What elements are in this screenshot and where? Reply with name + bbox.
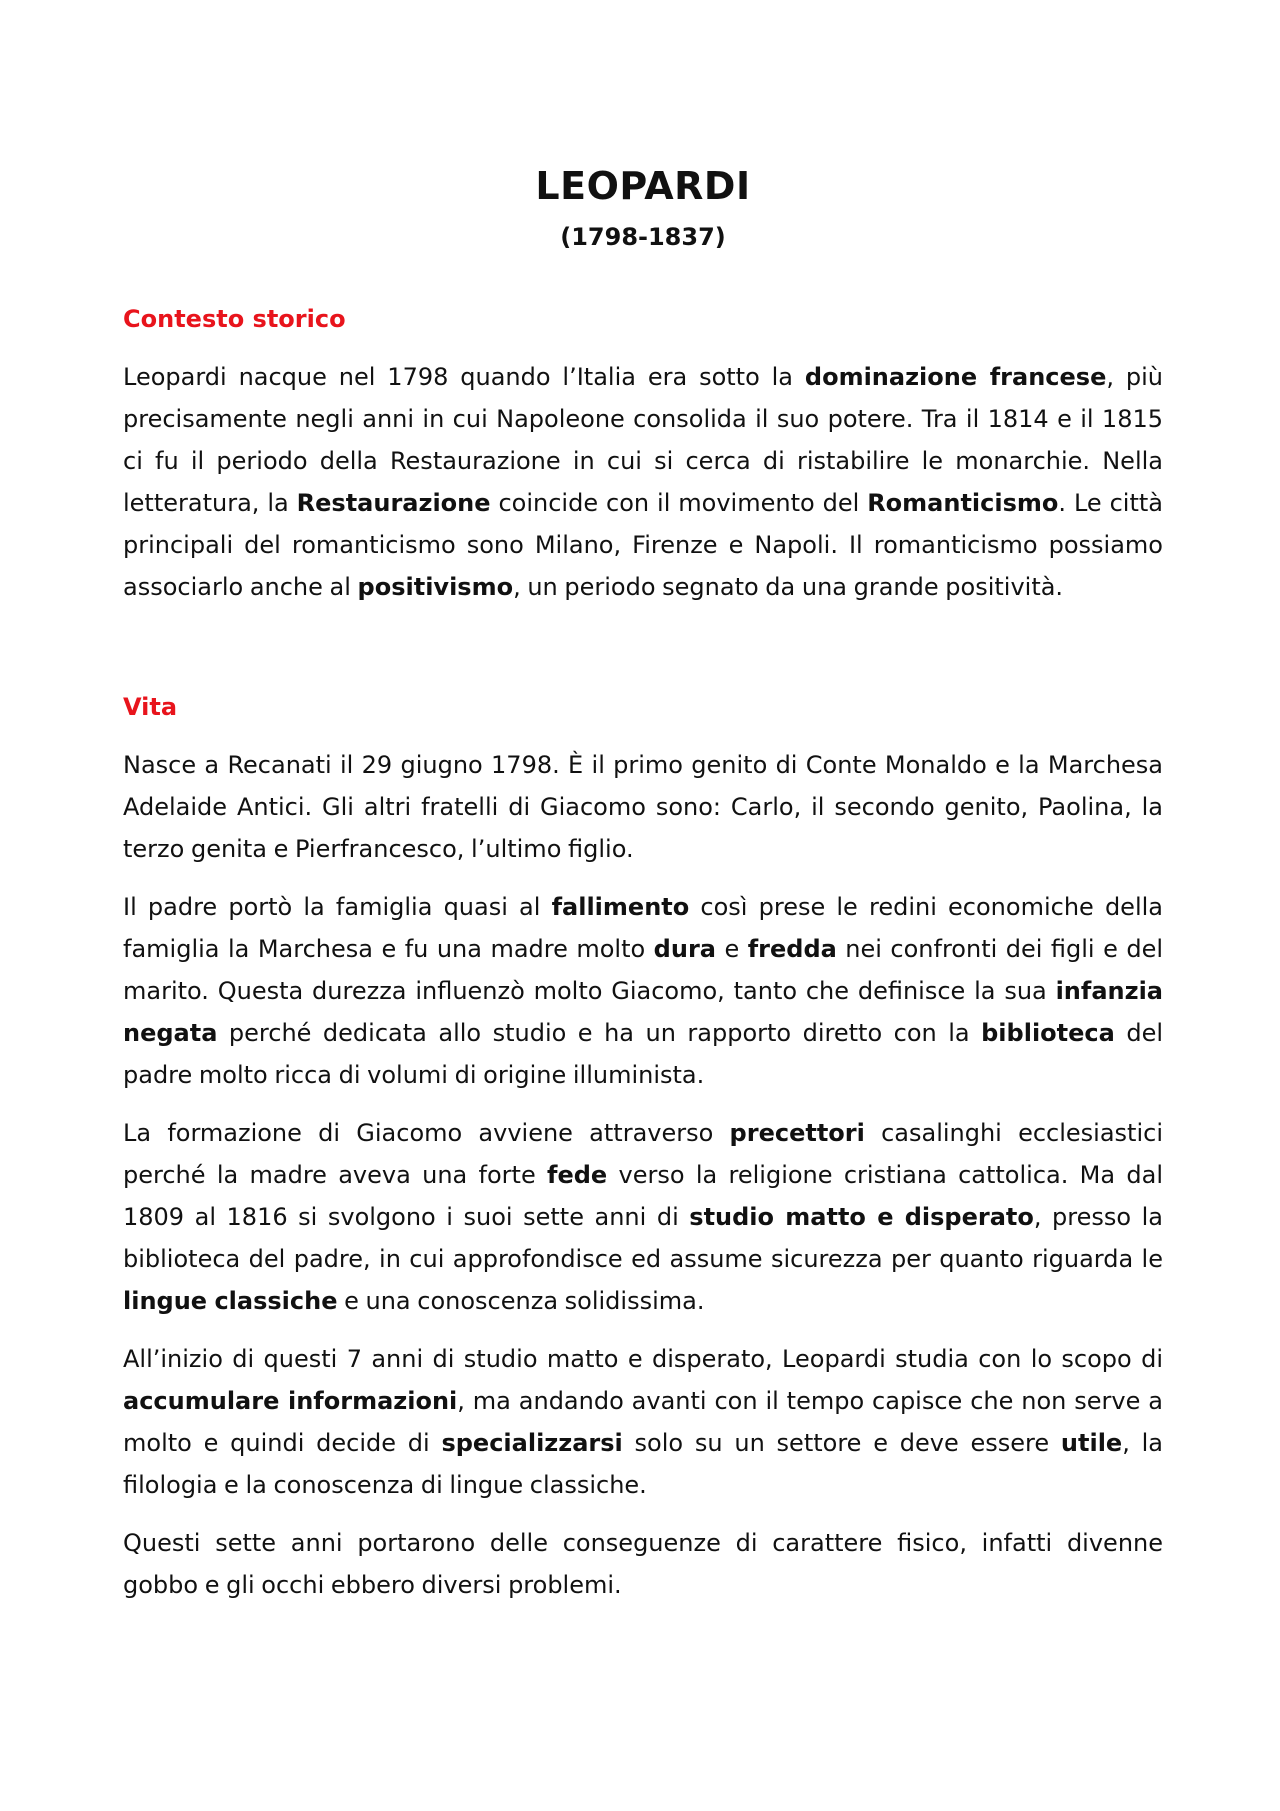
text-run: Nasce a Recanati il 29 giugno 1798. È il primo genito di Conte Monaldo e la Marchesa Adelaide Antici. Gli altri fratelli di Giacomo sono: Carlo, il secondo genito, Paolina, la terzo genita e Pierfrancesco, l’ultimo figlio. — [123, 751, 1163, 863]
text-run: verso la religione cristiana cattolica. Ma dal 1809 al 1816 si svolgono i suoi sette anni di — [123, 1161, 1163, 1231]
text-run: del padre molto ricca di volumi di origine illuminista. — [123, 1019, 1164, 1089]
text-run: , più precisamente negli anni in cui Napoleone consolida il suo potere. Tra il 1814 e il 1815 ci fu il periodo della Restaurazione in cui si cerca di ristabilire le monarchie. Nella letteratura, la — [123, 363, 1163, 517]
text-run: così prese le redini economiche della famiglia la Marchesa e fu una madre molto — [123, 893, 1163, 963]
bold-text-run: Restaurazione — [296, 489, 491, 517]
bold-text-run: specializzarsi — [441, 1429, 623, 1457]
section-heading: Contesto storico — [123, 305, 346, 333]
text-run: casalinghi ecclesiastici perché la madre aveva una forte — [123, 1119, 1163, 1189]
document-page — [123, 160, 1163, 1606]
text-run: Leopardi nacque nel 1798 quando l’Italia era sotto la — [123, 363, 805, 391]
text-run: Questi sette anni portarono delle conseguenze di carattere fisico, infatti divenne gobbo e gli occhi ebbero diversi problemi. — [123, 1529, 1163, 1599]
document-title: LEOPARDI — [535, 164, 751, 208]
text-run: nei confronti dei figli e del marito. Questa durezza influenzò molto Giacomo, tanto che definisce la sua — [123, 935, 1163, 1005]
section-heading: Vita — [123, 693, 178, 721]
paragraph — [123, 1112, 1163, 1322]
text-run: Il padre portò la famiglia quasi al — [123, 893, 552, 921]
text-run: , la filologia e la conoscenza di lingue classiche. — [123, 1429, 1163, 1499]
paragraph — [123, 1522, 1163, 1606]
text-run: e una conoscenza solidissima. — [337, 1287, 705, 1315]
text-run: solo su un settore e deve essere — [622, 1429, 1061, 1457]
paragraph — [123, 356, 1163, 608]
bold-text-run: precettori — [729, 1119, 865, 1147]
bold-text-run: biblioteca — [981, 1019, 1115, 1047]
text-run: coincide con il movimento del — [490, 489, 868, 517]
section-contesto-storico — [123, 302, 1163, 608]
bold-text-run: dominazione francese — [804, 363, 1107, 391]
document-dates: (1798-1837) — [560, 223, 726, 251]
paragraph — [123, 1338, 1163, 1506]
text-run: . Le città principali del romanticismo sono Milano, Firenze e Napoli. Il romanticismo possiamo associarlo anche al — [123, 489, 1163, 601]
bold-text-run: infanzia negata — [123, 977, 1163, 1047]
text-run: , ma andando avanti con il tempo capisce che non serve a molto e quindi decide di — [123, 1387, 1163, 1457]
bold-text-run: positivismo — [357, 573, 514, 601]
text-run: perché dedicata allo studio e ha un rapporto diretto con la — [217, 1019, 982, 1047]
text-run: La formazione di Giacomo avviene attraverso — [123, 1119, 730, 1147]
text-run: e — [715, 935, 748, 963]
bold-text-run: fede — [547, 1161, 608, 1189]
bold-text-run: lingue classiche — [123, 1287, 338, 1315]
text-run: , presso la biblioteca del padre, in cui approfondisce ed assume sicurezza per quanto riguarda le — [123, 1203, 1164, 1273]
text-run: All’inizio di questi 7 anni di studio matto e disperato, Leopardi studia con lo scopo di — [123, 1345, 1163, 1373]
bold-text-run: utile — [1060, 1429, 1123, 1457]
text-run: , un periodo segnato da una grande positività. — [513, 573, 1064, 601]
bold-text-run: accumulare informazioni — [123, 1387, 458, 1415]
bold-text-run: fredda — [747, 935, 837, 963]
bold-text-run: fallimento — [551, 893, 690, 921]
paragraph — [123, 886, 1163, 1096]
bold-text-run: Romanticismo — [867, 489, 1059, 517]
bold-text-run: dura — [653, 935, 716, 963]
bold-text-run: studio matto e disperato — [689, 1203, 1034, 1231]
paragraph — [123, 744, 1163, 870]
section-vita — [123, 690, 1163, 1606]
